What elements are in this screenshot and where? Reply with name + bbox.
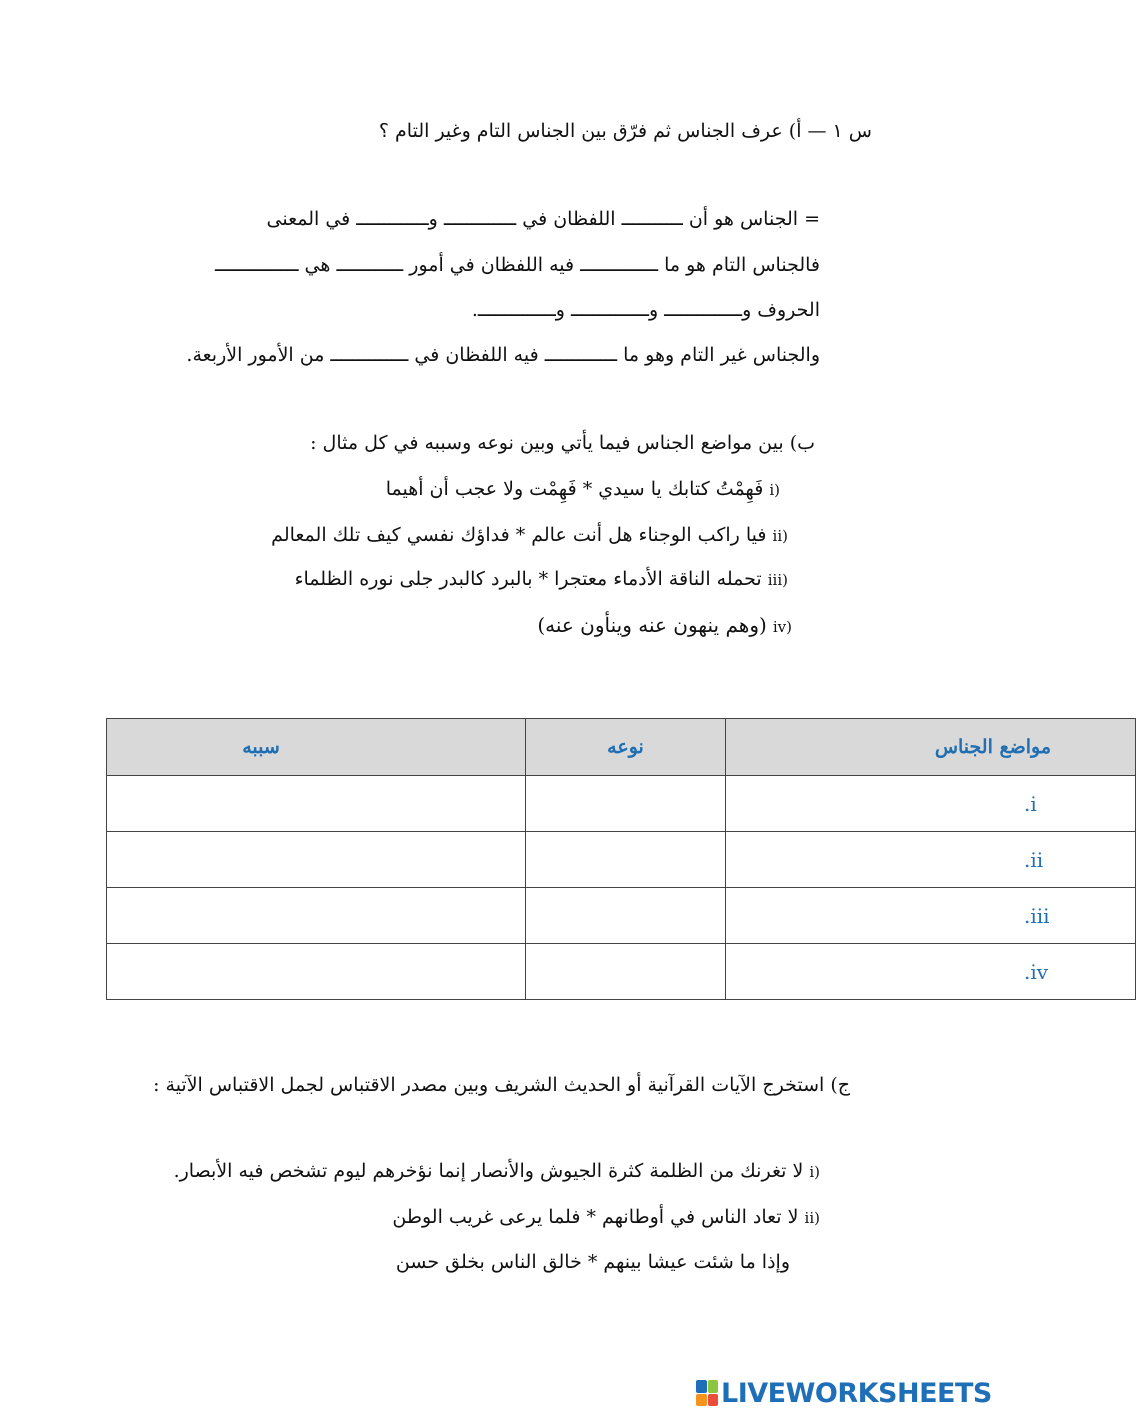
row-label: .ii	[1024, 848, 1044, 872]
question-1b-header: ب) بين مواضع الجناس فيما يأتي وبين نوعه وسببه في كل مثال :	[310, 432, 815, 454]
definition-line-1: = الجناس هو أن ـــــــــــ اللفظان في ـــــــــــــ وـــــــــــــ في المعنى	[266, 208, 820, 230]
quote-item-1	[174, 1158, 820, 1185]
example-item-4	[537, 612, 792, 640]
location-cell[interactable]	[726, 944, 1136, 1000]
location-cell[interactable]	[726, 776, 1136, 832]
quote-text: لا تعاد الناس في أوطانهم * فلما يرعى غريب الوطن	[392, 1206, 799, 1228]
table-row	[107, 888, 1136, 944]
example-text: (وهم ينهون عنه وينأون عنه)	[537, 613, 767, 637]
reason-cell[interactable]	[107, 888, 526, 944]
question-1c-header: ج) استخرج الآيات القرآنية أو الحديث الشريف وبين مصدر الاقتباس لجمل الاقتباس الآتية :	[153, 1074, 850, 1096]
example-number: (ii	[772, 527, 788, 545]
example-item-1	[386, 476, 780, 503]
type-cell[interactable]	[526, 888, 726, 944]
reason-cell[interactable]	[107, 776, 526, 832]
quote-number: (i	[809, 1163, 820, 1181]
liveworksheets-logo	[696, 1378, 992, 1408]
quote-item-2	[392, 1204, 820, 1231]
example-number: (iv	[772, 618, 792, 636]
header-reason: سببه	[107, 719, 526, 776]
type-cell[interactable]	[526, 832, 726, 888]
reason-cell[interactable]	[107, 944, 526, 1000]
quote-text: لا تغرنك من الظلمة كثرة الجيوش والأنصار إنما نؤخرهم ليوم تشخص فيه الأبصار.	[173, 1160, 804, 1182]
table-row	[107, 944, 1136, 1000]
example-text: فَهِمْتُ كتابك يا سيدي * فَهِمْت ولا عجب أن أهيما	[385, 478, 764, 500]
quote-text: وإذا ما شئت عيشا بينهم * خالق الناس بخلق حسن	[395, 1251, 790, 1273]
reason-cell[interactable]	[107, 832, 526, 888]
table-header-row	[107, 719, 1136, 776]
definition-line-4: والجناس غير التام وهو ما ـــــــــــــ فيه اللفظان في ــــــــــــــ من الأمور الأربعة.	[186, 344, 820, 366]
example-number: (i	[769, 481, 780, 499]
location-cell[interactable]	[726, 832, 1136, 888]
logo-badge-icon	[696, 1380, 718, 1406]
example-item-2	[271, 522, 788, 549]
type-cell[interactable]	[526, 776, 726, 832]
table-row	[107, 776, 1136, 832]
example-number: (iii	[767, 571, 788, 589]
header-locations: مواضع الجناس	[726, 719, 1136, 776]
row-label: .iii	[1024, 904, 1050, 928]
example-item-3	[295, 566, 788, 593]
type-cell[interactable]	[526, 944, 726, 1000]
row-label: .iv	[1024, 960, 1049, 984]
example-text: فيا راكب الوجناء هل أنت عالم * فداؤك نفسي كيف تلك المعالم	[271, 524, 767, 546]
table-row	[107, 832, 1136, 888]
location-cell[interactable]	[726, 888, 1136, 944]
example-text: تحمله الناقة الأدماء معتجرا * بالبرد كالبدر جلى نوره الظلماء	[294, 568, 762, 590]
row-label: .i	[1024, 792, 1037, 816]
definition-line-3: الحروف وــــــــــــــ وــــــــــــــ وــــــــــــــ.	[471, 299, 820, 321]
definition-line-2: فالجناس التام هو ما ــــــــــــــ فيه اللفظان في أمور ــــــــــــ هي ـــــــــــــــ	[215, 254, 820, 276]
quote-number: (ii	[804, 1209, 820, 1227]
answer-table	[106, 718, 1136, 1000]
header-type: نوعه	[526, 719, 726, 776]
logo-text: LIVEWORKSHEETS	[721, 1377, 992, 1409]
quote-item-3	[396, 1249, 790, 1275]
question-1a-header: س ١ — أ) عرف الجناس ثم فرّق بين الجناس التام وغير التام ؟	[378, 120, 872, 142]
